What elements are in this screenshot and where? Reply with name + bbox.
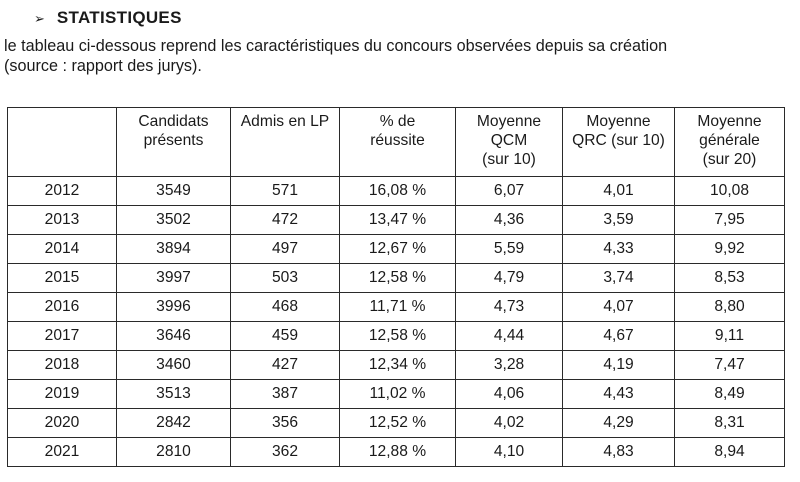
header-pourcentage-reussite: % de réussite	[340, 108, 456, 177]
cell-generale: 9,92	[675, 235, 785, 264]
arrowhead-bullet-icon: ➢	[34, 10, 45, 26]
cell-qrc: 4,83	[563, 438, 675, 467]
cell-qcm: 4,10	[456, 438, 563, 467]
cell-qcm: 6,07	[456, 177, 563, 206]
cell-qcm: 4,79	[456, 264, 563, 293]
table-row	[8, 380, 785, 409]
cell-generale: 7,47	[675, 351, 785, 380]
cell-generale: 8,31	[675, 409, 785, 438]
cell-candidats: 3996	[117, 293, 231, 322]
intro-line-1: le tableau ci-dessous reprend les caractéristiques du concours observées depuis sa création	[4, 37, 668, 55]
cell-candidats: 3549	[117, 177, 231, 206]
cell-qcm: 4,73	[456, 293, 563, 322]
cell-year: 2016	[8, 293, 117, 322]
cell-qcm: 4,02	[456, 409, 563, 438]
table-row	[8, 235, 785, 264]
cell-qcm: 4,36	[456, 206, 563, 235]
table-row	[8, 293, 785, 322]
cell-qrc: 3,74	[563, 264, 675, 293]
cell-admis: 387	[231, 380, 340, 409]
cell-generale: 7,95	[675, 206, 785, 235]
cell-candidats: 2810	[117, 438, 231, 467]
cell-reussite: 11,71 %	[340, 293, 456, 322]
cell-qcm: 5,59	[456, 235, 563, 264]
cell-qrc: 3,59	[563, 206, 675, 235]
cell-qrc: 4,07	[563, 293, 675, 322]
cell-reussite: 12,52 %	[340, 409, 456, 438]
cell-reussite: 12,34 %	[340, 351, 456, 380]
cell-qrc: 4,01	[563, 177, 675, 206]
cell-admis: 497	[231, 235, 340, 264]
intro-line-2: (source : rapport des jurys).	[4, 57, 202, 75]
cell-candidats: 3460	[117, 351, 231, 380]
statistics-table	[7, 107, 785, 467]
cell-generale: 9,11	[675, 322, 785, 351]
cell-qrc: 4,19	[563, 351, 675, 380]
cell-year: 2020	[8, 409, 117, 438]
cell-reussite: 11,02 %	[340, 380, 456, 409]
cell-qcm: 4,06	[456, 380, 563, 409]
cell-candidats: 3502	[117, 206, 231, 235]
cell-year: 2017	[8, 322, 117, 351]
cell-admis: 472	[231, 206, 340, 235]
cell-qrc: 4,43	[563, 380, 675, 409]
cell-admis: 356	[231, 409, 340, 438]
section-heading	[34, 6, 182, 30]
table-row	[8, 177, 785, 206]
cell-qrc: 4,29	[563, 409, 675, 438]
table-row	[8, 264, 785, 293]
header-moyenne-qcm: Moyenne QCM (sur 10)	[456, 108, 563, 177]
cell-generale: 8,49	[675, 380, 785, 409]
cell-admis: 503	[231, 264, 340, 293]
cell-year: 2012	[8, 177, 117, 206]
cell-reussite: 12,67 %	[340, 235, 456, 264]
cell-qcm: 4,44	[456, 322, 563, 351]
cell-candidats: 3646	[117, 322, 231, 351]
cell-year: 2019	[8, 380, 117, 409]
cell-candidats: 2842	[117, 409, 231, 438]
cell-reussite: 13,47 %	[340, 206, 456, 235]
section-title: STATISTIQUES	[56, 8, 182, 27]
cell-admis: 459	[231, 322, 340, 351]
cell-generale: 10,08	[675, 177, 785, 206]
cell-generale: 8,94	[675, 438, 785, 467]
cell-year: 2014	[8, 235, 117, 264]
cell-admis: 427	[231, 351, 340, 380]
cell-year: 2015	[8, 264, 117, 293]
table-row	[8, 409, 785, 438]
cell-generale: 8,80	[675, 293, 785, 322]
cell-qrc: 4,33	[563, 235, 675, 264]
table-row	[8, 351, 785, 380]
cell-qrc: 4,67	[563, 322, 675, 351]
cell-admis: 571	[231, 177, 340, 206]
header-candidats-presents: Candidats présents	[117, 108, 231, 177]
cell-reussite: 12,58 %	[340, 322, 456, 351]
header-moyenne-generale: Moyenne générale (sur 20)	[675, 108, 785, 177]
cell-candidats: 3997	[117, 264, 231, 293]
cell-year: 2013	[8, 206, 117, 235]
cell-year: 2018	[8, 351, 117, 380]
cell-admis: 362	[231, 438, 340, 467]
header-admis-en-lp: Admis en LP	[231, 108, 340, 177]
cell-reussite: 16,08 %	[340, 177, 456, 206]
table-row	[8, 206, 785, 235]
cell-admis: 468	[231, 293, 340, 322]
header-year	[8, 108, 117, 177]
table-row	[8, 438, 785, 467]
cell-candidats: 3894	[117, 235, 231, 264]
header-row	[8, 108, 785, 177]
intro-paragraph	[4, 36, 794, 76]
cell-year: 2021	[8, 438, 117, 467]
header-moyenne-qrc: Moyenne QRC (sur 10)	[563, 108, 675, 177]
cell-reussite: 12,88 %	[340, 438, 456, 467]
table-row	[8, 322, 785, 351]
cell-qcm: 3,28	[456, 351, 563, 380]
cell-candidats: 3513	[117, 380, 231, 409]
cell-reussite: 12,58 %	[340, 264, 456, 293]
cell-generale: 8,53	[675, 264, 785, 293]
